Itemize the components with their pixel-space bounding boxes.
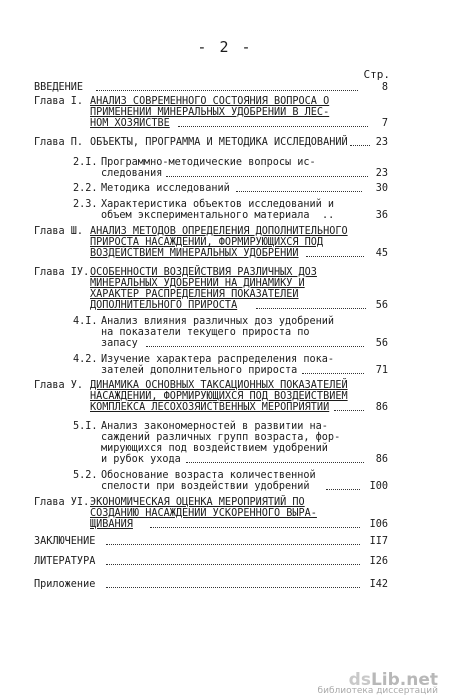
toc-entry-page: I00 bbox=[369, 481, 388, 492]
toc-entry-text: Анализ закономерностей в развитии на- bbox=[101, 421, 328, 432]
toc-entry-text: Анализ влияния различных доз удобрений bbox=[101, 316, 335, 327]
toc-entry-label: Глава Ш. bbox=[34, 226, 84, 237]
toc-entry-text: Программно-методические вопросы ис- bbox=[101, 157, 316, 168]
toc-entry-page: 71 bbox=[375, 365, 388, 376]
page-column-header: Стр. bbox=[363, 68, 390, 81]
toc-entry-label: Глава IУ. bbox=[34, 267, 90, 278]
toc-entry-page: 86 bbox=[375, 454, 388, 465]
toc-entry-label: 4.I. bbox=[73, 316, 98, 327]
toc-entry-page: I06 bbox=[369, 519, 388, 530]
toc-entry-page: I26 bbox=[369, 556, 388, 567]
toc-entry-text: ЩИВАНИЯ bbox=[90, 519, 133, 530]
toc-leader-dots bbox=[96, 90, 358, 91]
toc-entry-label: ЗАКЛЮЧЕНИЕ bbox=[34, 536, 96, 547]
toc-entry-page: 36 bbox=[375, 210, 388, 221]
toc-entry-text: АНАЛИЗ СОВРЕМЕННОГО СОСТОЯНИЯ ВОПРОСА О bbox=[90, 96, 330, 107]
toc-entry-label: 5.I. bbox=[73, 421, 98, 432]
toc-entry-text: КОМПЛЕКСА ЛЕСОХОЗЯЙСТВЕННЫХ МЕРОПРИЯТИЙ bbox=[90, 402, 330, 413]
toc-entry-text: ЭКОНОМИЧЕСКАЯ ОЦЕНКА МЕРОПРИЯТИЙ ПО bbox=[90, 497, 305, 508]
toc-entry-label: 2.2. bbox=[73, 183, 98, 194]
toc-entry-page: 56 bbox=[375, 300, 388, 311]
toc-entry-text: Изучение характера распределения пока- bbox=[101, 354, 335, 365]
toc-entry-text: ПРИМЕНЕНИИ МИНЕРАЛЬНЫХ УДОБРЕНИЙ В ЛЕС- bbox=[90, 107, 330, 118]
toc-entry-text: следования bbox=[101, 168, 163, 179]
toc-entry-label: 2.I. bbox=[73, 157, 98, 168]
toc-leader-dots bbox=[106, 564, 360, 565]
watermark-subtitle: библиотека диссертаций bbox=[317, 686, 438, 696]
toc-entry-page: 7 bbox=[381, 118, 388, 129]
toc-entry-text: АНАЛИЗ МЕТОДОВ ОПРЕДЕЛЕНИЯ ДОПОЛНИТЕЛЬНОГО bbox=[90, 226, 348, 237]
toc-entry-text: Методика исследований bbox=[101, 183, 230, 194]
toc-entry-page: I42 bbox=[369, 579, 388, 590]
toc-leader-dots bbox=[106, 587, 360, 588]
toc-entry-text: НАСАЖДЕНИЙ, ФОРМИРУЮЩИХСЯ ПОД ВОЗДЕЙСТВИЕМ bbox=[90, 391, 348, 402]
toc-entry-text: МИНЕРАЛЬНЫХ УДОБРЕНИЙ НА ДИНАМИКУ И bbox=[90, 278, 305, 289]
toc-leader-dots bbox=[106, 544, 360, 545]
toc-leader-dots bbox=[146, 346, 364, 347]
toc-entry-text: на показатели текущего прироста по bbox=[101, 327, 310, 338]
toc-entry-text: ВОЗДЕЙСТВИЕМ МИНЕРАЛЬНЫХ УДОБРЕНИЙ bbox=[90, 248, 299, 259]
toc-entry-text: ДОПОЛНИТЕЛЬНОГО ПРИРОСТА bbox=[90, 300, 238, 311]
toc-entry-text: ДИНАМИКА ОСНОВНЫХ ТАКСАЦИОННЫХ ПОКАЗАТЕЛЕЙ bbox=[90, 380, 348, 391]
toc-entry-text: ПРИРОСТА НАСАЖДЕНИЙ, ФОРМИРУЮЩИХСЯ ПОД bbox=[90, 237, 324, 248]
toc-entry-page: 23 bbox=[375, 168, 388, 179]
toc-entry-label: 2.3. bbox=[73, 199, 98, 210]
toc-leader-dots bbox=[236, 191, 362, 192]
toc-entry-label: ЛИТЕРАТУРА bbox=[34, 556, 96, 567]
toc-entry-page: II7 bbox=[369, 536, 388, 547]
toc-entry-text: саждений различных групп возраста, фор- bbox=[101, 432, 341, 443]
page-number: - 2 - bbox=[197, 38, 253, 56]
toc-leader-dots bbox=[166, 176, 368, 177]
toc-entry-text: мирующихся под воздействием удобрений bbox=[101, 443, 328, 454]
toc-entry-page: 23 bbox=[375, 137, 388, 148]
toc-entry-page: 8 bbox=[381, 82, 388, 93]
toc-leader-dots bbox=[150, 527, 360, 528]
toc-entry-label: Глава I. bbox=[34, 96, 84, 107]
toc-leader-dots bbox=[178, 126, 368, 127]
toc-entry-label: Глава УI. bbox=[34, 497, 90, 508]
toc-entry-text: спелости при воздействии удобрений bbox=[101, 481, 310, 492]
toc-entry-label: Глава П. bbox=[34, 137, 84, 148]
toc-entry-text: и рубок ухода bbox=[101, 454, 181, 465]
toc-leader-dots: .. bbox=[322, 210, 335, 221]
toc-entry-text: Обоснование возраста количественной bbox=[101, 470, 316, 481]
toc-entry-text: ОСОБЕННОСТИ ВОЗДЕЙСТВИЯ РАЗЛИЧНЫХ ДОЗ bbox=[90, 267, 317, 278]
watermark-logo: dsLib.net bbox=[348, 670, 438, 690]
toc-entry-page: 56 bbox=[375, 338, 388, 349]
toc-entry-label: 4.2. bbox=[73, 354, 98, 365]
toc-entry-text: СОЗДАНИЮ НАСАЖДЕНИЙ УСКОРЕННОГО ВЫРА- bbox=[90, 508, 317, 519]
toc-entry-text: запасу bbox=[101, 338, 138, 349]
toc-entry-text: НОМ ХОЗЯЙСТВЕ bbox=[90, 118, 170, 129]
toc-entry-text: ОБЪЕКТЫ, ПРОГРАММА И МЕТОДИКА ИССЛЕДОВАНИЙ bbox=[90, 137, 348, 148]
toc-entry-text: зателей дополнительного прироста bbox=[101, 365, 298, 376]
toc-entry-text: Характеристика объектов исследований и bbox=[101, 199, 335, 210]
toc-entry-label: 5.2. bbox=[73, 470, 98, 481]
toc-entry-label: Приложение bbox=[34, 579, 96, 590]
toc-entry-page: 86 bbox=[375, 402, 388, 413]
toc-entry-label: Глава У. bbox=[34, 380, 84, 391]
toc-entry-text: объем экспериментального материала bbox=[101, 210, 310, 221]
toc-leader-dots bbox=[186, 462, 364, 463]
toc-entry-label: ВВЕДЕНИЕ bbox=[34, 82, 84, 93]
toc-entry-page: 45 bbox=[375, 248, 388, 259]
toc-entry-text: ХАРАКТЕР РАСПРЕДЕЛЕНИЯ ПОКАЗАТЕЛЕЙ bbox=[90, 289, 299, 300]
toc-entry-page: 30 bbox=[375, 183, 388, 194]
